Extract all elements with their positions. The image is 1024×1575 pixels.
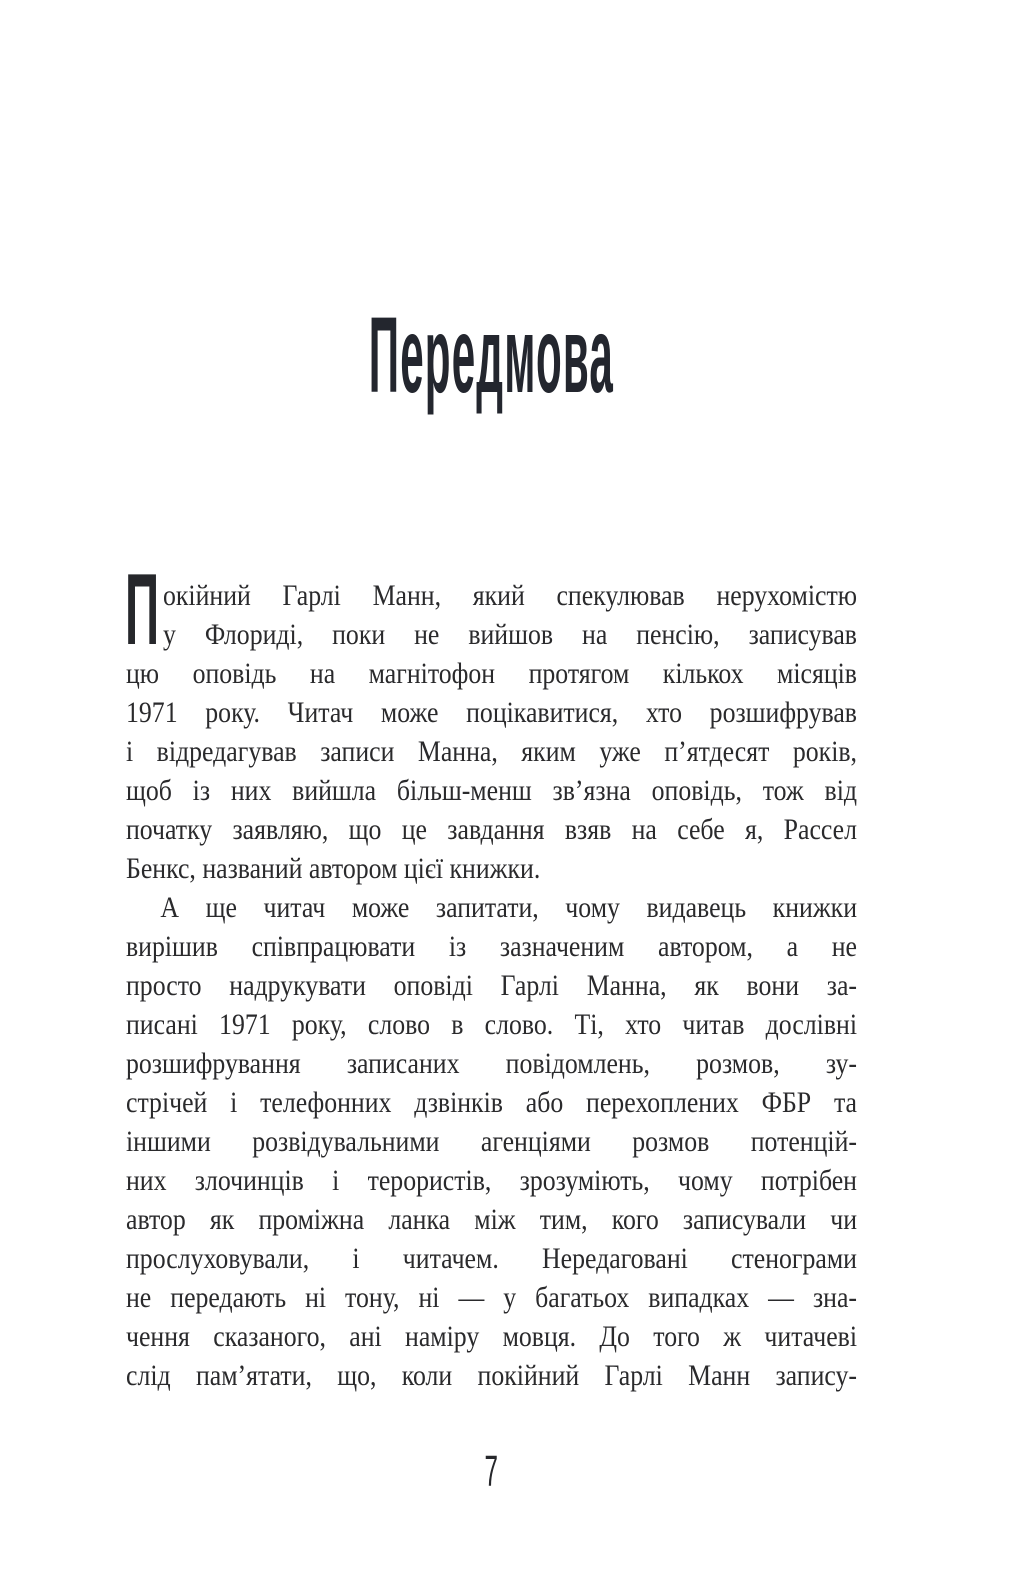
text-line: прослуховували, і читачем. Нередаговані стенограми bbox=[126, 1242, 857, 1275]
text-line: 1971 року. Читач може поцікавитися, хто розшифрував bbox=[126, 696, 857, 729]
text-line: просто надрукувати оповіді Гарлі Манна, як вони за- bbox=[126, 969, 857, 1002]
text-line: і відредагував записи Манна, яким уже п’ятдесят років, bbox=[126, 735, 857, 768]
text-line: окійний Гарлі Манн, який спекулював нерухомістю bbox=[162, 579, 858, 612]
text-line: слід пам’ятати, що, коли покійний Гарлі Манн запису- bbox=[126, 1359, 857, 1392]
page-number bbox=[126, 1447, 856, 1496]
chapter-title-text: Передмова bbox=[368, 294, 614, 415]
text-line: щоб із них вийшла більш-менш зв’язна оповідь, тож від bbox=[126, 774, 857, 807]
drop-cap-letter: П bbox=[125, 554, 160, 666]
text-line: у Флориді, поки не вийшов на пенсію, записував bbox=[162, 618, 858, 651]
text-line: чення сказаного, ані наміру мовця. До того ж читачеві bbox=[126, 1320, 857, 1353]
body-text-column bbox=[126, 576, 857, 1395]
text-line: Бенкс, названий автором цієї книжки. bbox=[126, 852, 541, 885]
text-line: А ще читач може запитати, чому видавець книжки bbox=[160, 891, 857, 924]
text-line: цю оповідь на магнітофон протягом кількох місяців bbox=[126, 657, 857, 690]
text-line: початку заявляю, що це завдання взяв на себе я, Рассел bbox=[126, 813, 857, 846]
text-line: них злочинців і терористів, зрозуміють, чому потрібен bbox=[126, 1164, 857, 1197]
text-line: розшифрування записаних повідомлень, розмов, зу- bbox=[126, 1047, 857, 1080]
text-line: вирішив співпрацювати із зазначеним автором, а не bbox=[126, 930, 857, 963]
page-number-text: 7 bbox=[484, 1447, 498, 1496]
text-line: іншими розвідувальними агенціями розмов потенцій- bbox=[126, 1125, 857, 1158]
text-line: стрічей і телефонних дзвінків або перехоплених ФБР та bbox=[126, 1086, 857, 1119]
text-line: не передають ні тону, ні — у багатьох випадках — зна- bbox=[126, 1281, 857, 1314]
text-line: писані 1971 року, слово в слово. Ті, хто читав дослівні bbox=[126, 1008, 857, 1041]
text-line: автор як проміжна ланка між тим, кого записували чи bbox=[126, 1203, 857, 1236]
chapter-title bbox=[126, 294, 856, 415]
